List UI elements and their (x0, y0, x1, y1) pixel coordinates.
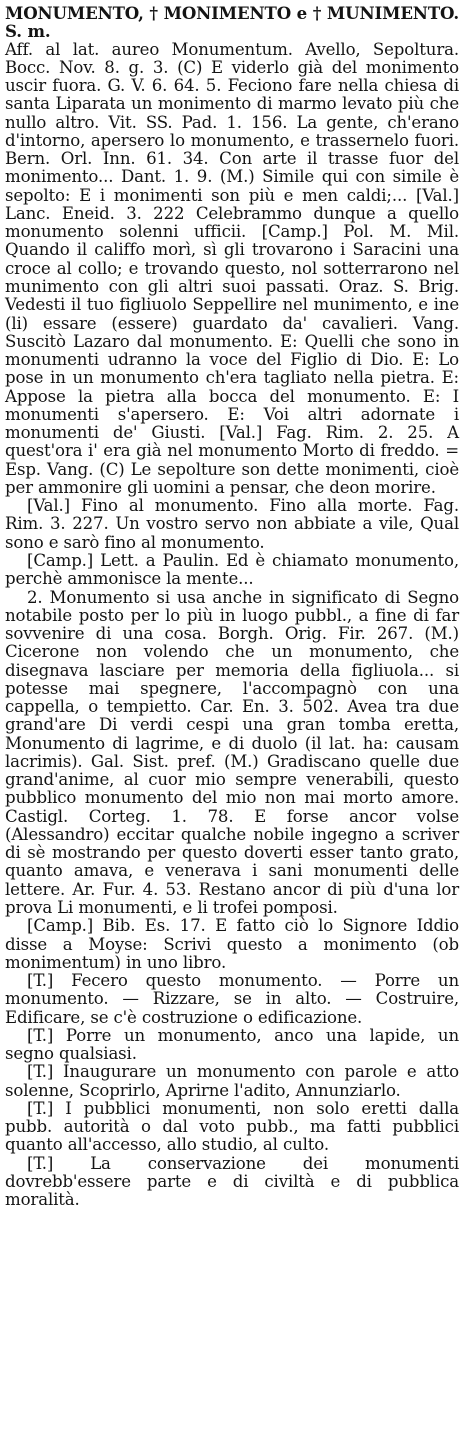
entry-paragraph: [T.] I pubblici monumenti, non solo eretti dalla pubb. autorità o dal voto pubb., ma fatti pubblici quanto all'accesso, allo studio, al culto. (5, 1098, 459, 1155)
entry-paragraph: 2. Monumento si usa anche in significato di Segno notabile posto per lo più in luogo pubbl., a fine di far sovvenire di una cosa. Borgh. Orig. Fir. 267. (M.) Cicerone non volendo che un monumento, che disegnava lasciare per memoria della figliuola... si potesse mai spegnere, l'accompagnò con una cappella, o tempietto. Car. En. 3. 502. Avea tra due grand'are Di verdi cespi una gran tomba eretta, Monumento di lagrime, e di duolo (il lat. ha: causam lacrimis). Gal. Sist. pref. (M.) Gradiscano quelle due grand'anime, al cuor mio sempre venerabili, questo pubblico monumento del mio non mai morto amore. Castigl. Corteg. 1. 78. E forse ancor volse (Alessandro) eccitar qualche nobile ingegno a scriver di sè mostrando per questo doverti esser tanto grato, quanto amava, e venerava i sani monumenti delle lettere. Ar. Fur. 4. 53. Restano ancor di più d'una lor prova Li monumenti, e li trofei pomposi. (5, 587, 459, 918)
entry-headword: MONUMENTO, † MONIMENTO e † MUNIMENTO. S. m. (5, 3, 459, 42)
entry-paragraph: [T.] La conservazione dei monumenti dovrebb'essere parte e di civiltà e di pubblica moralità. (5, 1153, 459, 1210)
entry-paragraph: Aff. al lat. aureo Monumentum. Avello, Sepoltura. Bocc. Nov. 8. g. 3. (C) E viderlo già del monimento uscir fuora. G. V. 6. 64. 5. Feciono fare nella chiesa di santa Liparata un monimento di marmo levato più che nullo altro. Vit. SS. Pad. 1. 156. La gente, ch'erano d'intorno, apersero lo monumento, e trassernelo fuori. Bern. Orl. Inn. 61. 34. Con arte il trasse fuor del monimento... Dant. 1. 9. (M.) Simile qui con simile è sepolto: E i monimenti son più e men caldi;... [Val.] Lanc. Eneid. 3. 222 Celebrammo dunque a quello monumento solenni ufficii. [Camp.] Pol. M. Mil. Quando il califfo morì, sì gli trovarono i Saracini una croce al collo; e trovando questo, nol sotterrarono nel munimento con gli altri suoi passati. Oraz. S. Brig. Vedesti il tuo figliuolo Seppellire nel munimento, e ine (li) essare (essere) guardato da' cavalieri. Vang. Suscitò Lazaro dal monumento. E: Quelli che sono in monumenti udranno la voce del Figlio di Dio. E: Lo pose in un monumento ch'era tagliato nella pietra. E: Appose la pietra alla bocca del monumento. E: I monumenti s'apersero. E: Voi altri adornate i monumenti de' Giusti. [Val.] Fag. Rim. 2. 25. A quest'ora i' era già nel monumento Morto di freddo. = Esp. Vang. (C) Le sepolture son dette monimenti, cioè per ammonire gli uomini a pensar, che deon morire. (5, 39, 459, 497)
entry-paragraph: [Val.] Fino al monumento. Fino alla morte. Fag. Rim. 3. 227. Un vostro servo non abbiate a vile, Qual sono e sarò fino al monumento. (5, 496, 459, 552)
entry-paragraph: [T.] Porre un monumento, anco una lapide, un segno qualsiasi. (5, 1025, 459, 1064)
entry-paragraph: [Camp.] Lett. a Paulin. Ed è chiamato monumento, perchè ammonisce la mente... (5, 550, 459, 589)
entry-column (5, 4, 459, 1210)
entry-paragraph: [T.] Fecero questo monumento. — Porre un monumento. — Rizzare, se in alto. — Costruire, Edificare, se c'è costruzione o edificazione. (5, 971, 459, 1027)
entry-paragraph: [T.] Inaugurare un monumento con parole e atto solenne, Scoprirlo, Aprirne l'adito, Annunziarlo. (5, 1062, 459, 1100)
entry-paragraph: [Camp.] Bib. Es. 17. E fatto ciò lo Signore Iddio disse a Moyse: Scrivi questo a monimento (ob monimentum) in uno libro. (5, 916, 459, 972)
